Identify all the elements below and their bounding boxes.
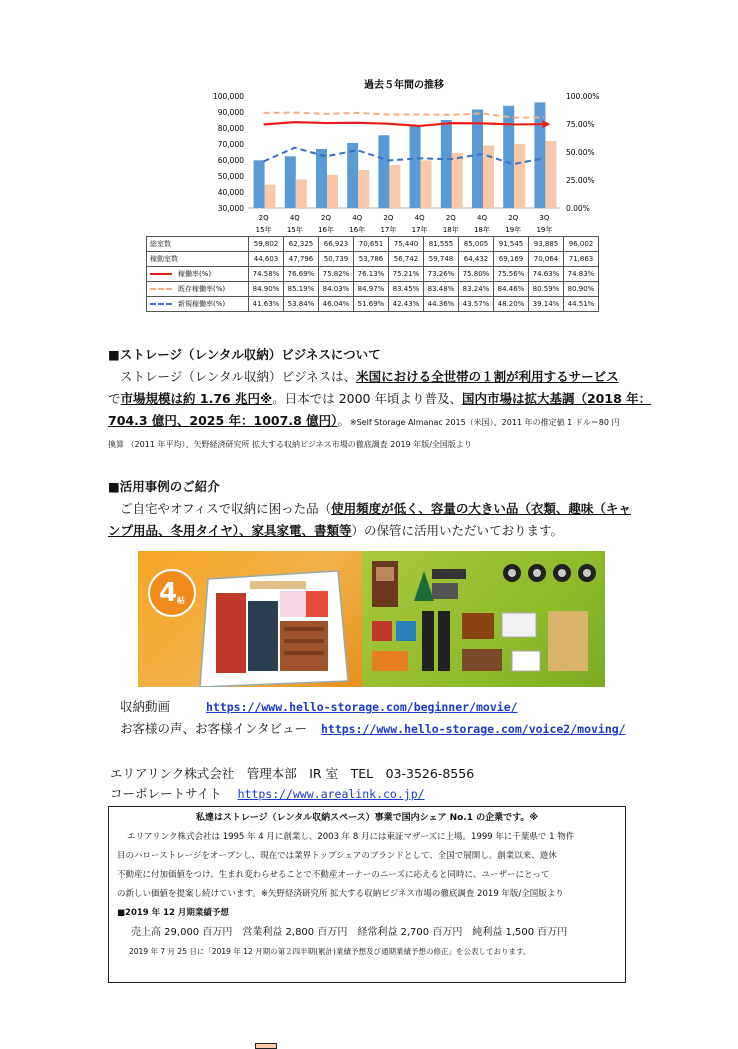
corporate-site-label: コーポレートサイト <box>110 786 222 801</box>
category-label-bottom: 17年 <box>411 226 428 234</box>
bar-occupied-rooms <box>514 144 525 208</box>
storage-example-photo <box>138 551 605 687</box>
table-cell: 81,555 <box>424 237 459 252</box>
category-label-bottom: 15年 <box>255 226 272 234</box>
use-case-line-2 <box>108 520 631 542</box>
table-cell: 75.21% <box>389 267 424 282</box>
table-cell: 75,440 <box>389 237 424 252</box>
left-axis-tick: 60,000 <box>217 156 244 165</box>
table-row <box>147 252 599 267</box>
category-label-bottom: 16年 <box>349 226 366 234</box>
business-line-2 <box>108 388 651 410</box>
bar-total-rooms <box>254 160 265 208</box>
footnote-text: ※Self Storage Almanac 2015（米国）、2011 年の推定値 1 ドル＝80 円 <box>349 418 620 427</box>
section-title-use-cases: ■活用事例のご紹介 <box>108 479 220 494</box>
legend-cell <box>147 267 249 282</box>
company-info-box <box>108 806 626 983</box>
bar-occupied-rooms <box>296 180 307 208</box>
info-paragraph-line: 不動産に付加価値をつけ、生まれ変わらせることで不動産オーナーのニーズに応えると同時に、ユーザーにとって <box>117 870 550 880</box>
forecast-note: 2019 年 7 月 25 日に「2019 年 12 月期の第２四半期(累計)業績予想及び通期業績予想の修正」を公表しております。 <box>129 947 531 956</box>
use-case-highlight: 使用頻度が低く、容量の大きい品（衣類、趣味（キャ <box>331 501 631 516</box>
table-cell: 83.45% <box>389 282 424 297</box>
stored-items-image <box>362 551 605 687</box>
table-cell: 75.56% <box>494 267 529 282</box>
footnote-text: 換算 （2011 年平均）、矢野経済研究所 拡大する収納ビジネス市場の徹底調査 2019 年版/全国版より <box>108 440 472 449</box>
legend-cell <box>147 282 249 297</box>
bar-total-rooms <box>347 143 358 208</box>
market-size-highlight: 市場規模は約 1.76 兆円※ <box>120 391 273 406</box>
stored-items-illustration <box>362 551 605 687</box>
table-row <box>147 237 599 252</box>
table-cell: 44.51% <box>564 297 599 312</box>
legend-cell <box>147 237 249 252</box>
category-label-top: 2Q <box>508 214 519 222</box>
left-axis-tick: 100,000 <box>212 92 244 101</box>
table-cell: 41.63% <box>249 297 284 312</box>
right-axis-tick: 25.00% <box>566 176 595 185</box>
business-text: 。日本では 2000 年頃より普及、 <box>272 391 462 406</box>
table-cell: 85.19% <box>284 282 319 297</box>
table-cell: 85,005 <box>459 237 494 252</box>
table-cell: 70,064 <box>529 252 564 267</box>
left-axis-tick: 70,000 <box>217 140 244 149</box>
category-label-bottom: 18年 <box>474 226 490 234</box>
business-text: で <box>108 391 121 406</box>
use-case-line-1 <box>108 498 631 520</box>
right-axis-tick: 100.00% <box>566 92 600 101</box>
legend-label: 稼動室数 <box>150 255 178 263</box>
badge-number: 4 <box>158 578 178 608</box>
bar-total-rooms <box>503 106 514 208</box>
video-link-row <box>120 696 626 718</box>
category-label-bottom: 19年 <box>505 226 522 234</box>
table-cell: 44.36% <box>424 297 459 312</box>
left-axis-tick: 30,000 <box>217 204 244 213</box>
business-line-3 <box>108 410 651 434</box>
table-cell: 80.90% <box>564 282 599 297</box>
series-line-稼働率(%) <box>264 122 545 126</box>
bar-occupied-rooms <box>421 160 432 208</box>
series-line-新規稼働率(%) <box>264 148 545 164</box>
category-label-top: 2Q <box>445 214 456 222</box>
table-cell: 91,545 <box>494 237 529 252</box>
info-box-title: 私達はストレージ（レンタル収納スペース）事業で国内シェア No.1 の企業です。※ <box>195 813 539 823</box>
right-axis-tick: 0.00% <box>566 204 590 213</box>
bar-occupied-rooms <box>389 165 400 208</box>
table-row <box>147 282 599 297</box>
right-axis-tick: 75.00% <box>566 120 595 129</box>
table-cell: 47,796 <box>284 252 319 267</box>
table-cell: 70,651 <box>354 237 389 252</box>
category-label-top: 4Q <box>289 214 300 222</box>
section-title-business: ■ストレージ（レンタル収納）ビジネスについて <box>108 347 381 362</box>
info-paragraph-line: 目のハローストレージをオープンし、現在では業界トップシェアのブランドとして、全国で展開し。創業以来、遊休 <box>117 851 557 861</box>
info-paragraph-line: の新しい価値を提案し続けています。※矢野経済研究所 拡大する収納ビジネス市場の徹底調査 2019 年版/全国版より <box>117 889 564 899</box>
bar-total-rooms <box>285 156 296 208</box>
business-line-1 <box>108 366 651 388</box>
series-line-既存稼働率(%) <box>264 113 545 118</box>
table-cell: 62,325 <box>284 237 319 252</box>
category-label-bottom: 17年 <box>380 226 397 234</box>
bar-total-rooms <box>441 120 452 208</box>
legend-label: 稼働率(%) <box>178 270 212 278</box>
business-highlight: 米国における全世帯の１割が利用するサービス <box>356 369 619 384</box>
left-axis-tick: 50,000 <box>217 172 244 181</box>
legend-cell <box>147 252 249 267</box>
table-row <box>147 267 599 282</box>
table-cell: 74.83% <box>564 267 599 282</box>
table-cell: 84.46% <box>494 282 529 297</box>
table-cell: 46.04% <box>319 297 354 312</box>
video-link[interactable]: https://www.hello-storage.com/beginner/movie/ <box>205 700 518 714</box>
table-cell: 96,002 <box>564 237 599 252</box>
market-values-highlight: 704.3 億円、2025 年：1007.8 億円） <box>108 413 338 428</box>
table-cell: 69,169 <box>494 252 529 267</box>
bar-total-rooms <box>378 135 389 208</box>
storage-room-image <box>138 551 362 687</box>
chart-title: 過去５年間の推移 <box>364 80 444 91</box>
bar-occupied-rooms <box>265 185 276 208</box>
legend-swatch <box>150 273 172 275</box>
table-cell: 74.58% <box>249 267 284 282</box>
category-label-top: 3Q <box>539 214 550 222</box>
table-cell: 43.57% <box>459 297 494 312</box>
use-case-section <box>108 476 631 542</box>
table-cell: 39.14% <box>529 297 564 312</box>
table-cell: 80.59% <box>529 282 564 297</box>
right-axis-tick: 50.00% <box>566 148 595 157</box>
table-cell: 84.97% <box>354 282 389 297</box>
table-cell: 84.90% <box>249 282 284 297</box>
category-label-bottom: 18年 <box>442 226 459 234</box>
legend-label: 既存稼働率(%) <box>178 285 226 293</box>
table-row <box>147 297 599 312</box>
corporate-site-row <box>110 784 474 804</box>
legend-swatch <box>150 303 172 305</box>
bar-total-rooms <box>316 149 327 208</box>
table-cell: 71,863 <box>564 252 599 267</box>
table-cell: 83.48% <box>424 282 459 297</box>
forecast-values: 売上高 29,000 百万円 営業利益 2,800 百万円 経常利益 2,700 百万円 純利益 1,500 百万円 <box>131 927 568 938</box>
category-label-top: 4Q <box>352 214 363 222</box>
voice-link[interactable]: https://www.hello-storage.com/voice2/moving/ <box>320 722 626 736</box>
category-label-bottom: 19年 <box>536 226 553 234</box>
business-text: 。 <box>337 413 350 428</box>
table-cell: 83.24% <box>459 282 494 297</box>
business-text: ストレージ（レンタル収納）ビジネスは、 <box>120 369 357 384</box>
table-cell: 44,603 <box>249 252 284 267</box>
badge-unit: 帖 <box>177 595 186 605</box>
legend-label: 総室数 <box>150 240 171 248</box>
table-cell: 59,802 <box>249 237 284 252</box>
table-cell: 51.69% <box>354 297 389 312</box>
bar-occupied-rooms <box>327 175 338 208</box>
table-cell: 66,923 <box>319 237 354 252</box>
contact-section <box>110 764 474 804</box>
corporate-site-link[interactable]: https://www.arealink.co.jp/ <box>237 787 425 801</box>
chart-data-table <box>146 236 599 312</box>
bar-occupied-rooms <box>483 145 494 208</box>
forecast-title: ■2019 年 12 月期業績予想 <box>117 908 229 918</box>
table-cell: 56,742 <box>389 252 424 267</box>
links-section <box>120 696 626 740</box>
bar-occupied-rooms <box>452 153 463 208</box>
category-label-top: 2Q <box>321 214 331 222</box>
table-cell: 53,786 <box>354 252 389 267</box>
storage-business-section <box>108 344 651 456</box>
info-paragraph-line: エリアリンク株式会社は 1995 年 4 月に創業し、2003 年 8 月には東証マザーズに上場。1999 年に千葉県で 1 物件 <box>127 832 575 842</box>
left-axis-tick: 80,000 <box>217 124 244 133</box>
category-label-top: 4Q <box>414 214 425 222</box>
bar-occupied-rooms <box>545 141 556 208</box>
table-cell: 75.82% <box>319 267 354 282</box>
use-case-text: ご自宅やオフィスで収納に困った品（ <box>120 501 332 516</box>
category-label-top: 2Q <box>383 214 394 222</box>
contact-line: エリアリンク株式会社 管理本部 IR 室 TEL 03-3526-8556 <box>110 766 475 781</box>
legend-swatch <box>150 288 172 290</box>
table-cell: 93,885 <box>529 237 564 252</box>
use-case-highlight: ンプ用品、冬用タイヤ）、家具家電、書類等 <box>108 523 352 538</box>
bar-occupied-rooms <box>358 170 369 208</box>
table-cell: 53.84% <box>284 297 319 312</box>
use-case-text: ）の保管に活用いただいております。 <box>351 523 564 538</box>
left-axis-tick: 40,000 <box>217 188 244 197</box>
domestic-market-highlight: 国内市場は拡大基調（2018 年： <box>461 391 652 406</box>
legend-cell <box>147 297 249 312</box>
left-axis-tick: 90,000 <box>217 108 244 117</box>
table-cell: 59,748 <box>424 252 459 267</box>
table-cell: 73.26% <box>424 267 459 282</box>
table-cell: 75.80% <box>459 267 494 282</box>
table-cell: 48.20% <box>494 297 529 312</box>
table-cell: 50,739 <box>319 252 354 267</box>
category-label-top: 4Q <box>477 214 487 222</box>
table-cell: 76.69% <box>284 267 319 282</box>
table-cell: 74.63% <box>529 267 564 282</box>
chart-svg <box>148 74 610 239</box>
video-label: 収納動画 <box>120 699 171 714</box>
legend-swatch <box>255 1043 277 1049</box>
table-cell: 84.03% <box>319 282 354 297</box>
category-label-top: 2Q <box>258 214 269 222</box>
voice-link-row <box>120 718 626 740</box>
storage-room-illustration <box>138 551 362 687</box>
table-cell: 42.43% <box>389 297 424 312</box>
series-arrowhead <box>542 120 550 128</box>
table-cell: 64,432 <box>459 252 494 267</box>
bar-total-rooms <box>410 126 421 208</box>
category-label-bottom: 15年 <box>286 226 303 234</box>
voice-label: お客様の声、お客様インタビュー <box>120 721 308 736</box>
table-cell: 76.13% <box>354 267 389 282</box>
category-label-bottom: 16年 <box>318 226 334 234</box>
legend-label: 新規稼働率(%) <box>178 300 226 308</box>
